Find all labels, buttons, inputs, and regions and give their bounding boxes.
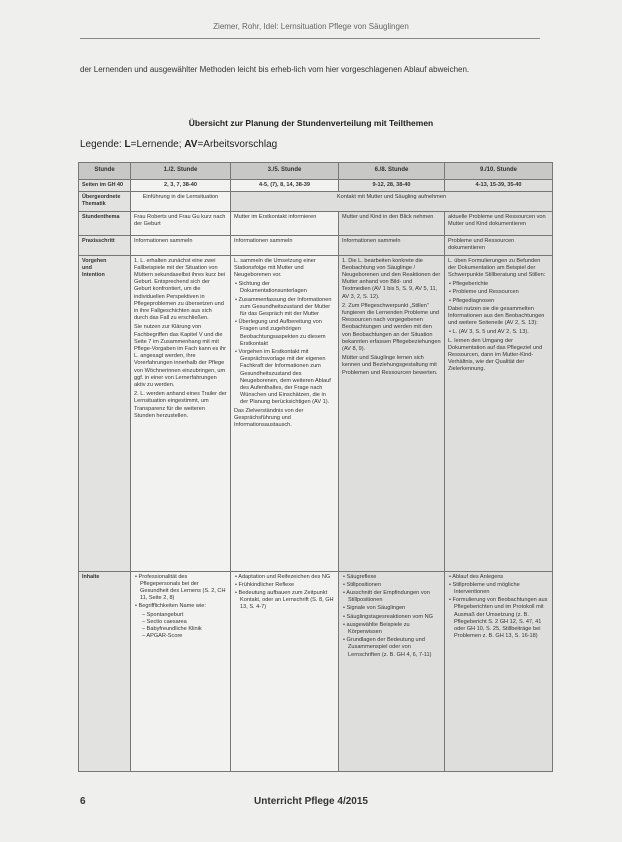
cell-uebergeordnet-1: Einführung in die Lernsituation [131, 192, 231, 211]
cell-inhalte-3 [339, 571, 445, 771]
legend [80, 139, 277, 150]
list-item: • Ausschnitt der Empfindungen von Stillpositionen [342, 590, 441, 604]
cell-vorgehen-3 [339, 255, 445, 571]
cell-inhalte-4 [445, 571, 553, 771]
row-label-vorgehen-c: Intention [82, 272, 105, 279]
list-item: • Säuglingstagesreaktionen vom NG [342, 614, 441, 621]
table-row-praxisschritt [79, 235, 553, 255]
cell-praxisschritt-1: Informationen sammeln [131, 235, 231, 255]
list-item: • Adaptation und Reifezeichen des NG [234, 574, 335, 581]
row-label-stundenthema: Stundenthema [79, 211, 131, 235]
cell-vorgehen-4 [445, 255, 553, 571]
list-item: • Formulierung von Beobachtungen aus Pflegeberichten und im Protokoll mit Ausmaß der Umsetzung (z. B. Pflegebericht S. 2 GH 12, S. 47, 41 oder GH 10, S. 25, Stillbeiträge bei Problemen z. B. GH 13, S. 16-18) [448, 597, 549, 640]
cell-inhalte-2 [231, 571, 339, 771]
inhalte-1-list [134, 574, 227, 611]
list-item: • Vorgehen im Erstkontakt mit Gesprächsvorlage mit der eigenen Fachkraft der Informationen zum Gesundheitszustand des Neugeborenen, dem weiteren Ablauf des Aufenthaltes, der Frage nach Wünschen und Einschätzen, die in der Planung berücksichtigen (AV 1). [234, 349, 335, 407]
table-row-seiten [79, 180, 553, 192]
cell-seiten-1: 2, 3, 7, 38-40 [131, 180, 231, 192]
list-item: • Überlegung und Aufbereitung von Fragen und zugehörigen Beobachtungsaspekten zu diesem Erstkontakt [234, 319, 335, 348]
row-label-seiten: Seiten im GH 40 [79, 180, 131, 192]
inhalte-2-list [234, 574, 335, 612]
header-stunde-3-5: 3./5. Stunde [231, 163, 339, 180]
list-item: • Probleme und Ressourcen [448, 289, 549, 296]
row-label-uebergeordnet: Übergeordnete Thematik [79, 192, 131, 211]
table-row-vorgehen [79, 255, 553, 571]
row-label-vorgehen [79, 255, 131, 571]
list-item: • Stillpositionen [342, 582, 441, 589]
cell-seiten-3: 9-12, 28, 38-40 [339, 180, 445, 192]
section-title: Übersicht zur Planung der Stundenverteilung mit Teilthemen [188, 118, 434, 128]
vorgehen-3-para: 1. Die L. bearbeiten konkrete die Beobachtung von Säuglinge / Neugeborenen und den Reaktionen der Mutter anhand von Bild- und Textmedien (AV 1 bis 5, S. 9, AV 5, 11, AV 3, 2, S. 12). [342, 257, 441, 300]
vorgehen-4-av-list [448, 329, 549, 336]
journal-footer: Unterricht Pflege 4/2015 [254, 796, 368, 807]
list-item: • Zusammenfassung der Informationen zum Gesundheitszustand der Mutter für das Gespräch mit der Mutter [234, 297, 335, 319]
cell-inhalte-1 [131, 571, 231, 771]
inhalte-4-list [448, 574, 549, 641]
header-rule [80, 38, 540, 39]
list-item: • Stillprobleme und mögliche Interventionen [448, 582, 549, 596]
running-header: Ziemer, Rohr, Idel: Lernsituation Pflege von Säuglingen [213, 22, 409, 31]
vorgehen-1-para: Sie nutzen zur Klärung von Fachbegriffen das Kapitel V und die Seite 7 im Zusammenhang mit mit Pflege-Vorgaben im Fach kann es ihr L. angesagt werden, ihre Vorerfahrungen innerhalb der Pflege von Wöchnerinnen einzubringen, um ggf. in einer von Lernerfahrungen aktiv zu werden. [134, 324, 227, 389]
list-item: – APGAR-Score [142, 633, 183, 640]
inhalte-1-sublist [134, 612, 227, 641]
list-item: • ausgewählte Beispiele zu Körperwissen [342, 622, 441, 636]
cell-vorgehen-2 [231, 255, 339, 571]
cell-stundenthema-3: Mutter und Kind in den Blick nehmen [339, 211, 445, 235]
row-label-inhalte: Inhalte [79, 571, 131, 771]
table-row-inhalte [79, 571, 553, 771]
row-label-vorgehen-a: Vorgehen [82, 257, 107, 264]
planning-table [78, 162, 553, 772]
vorgehen-4-middle: Dabei nutzen sie die gesammelten Informationen aus den Beobachtungen und weitere Seiteneile (AV 2, S. 13): [448, 305, 545, 327]
cell-seiten-2: 4-5, (7), 8, 14, 38-39 [231, 180, 339, 192]
vorgehen-4-outro: L. lernen den Umgang der Dokumentation auf das Pflegeziel und Ressourcen, dann im Mutter-Kind-Verhältnis, wie der Qualität der Zielerkennung. [448, 337, 543, 373]
header-stunde-9-10: 9./10. Stunde [445, 163, 553, 180]
list-item: – Sectio caesarea [142, 618, 187, 625]
list-item: – Babyfreundliche Klinik [142, 626, 202, 633]
cell-stundenthema-2: Mutter im Erstkontakt informieren [231, 211, 339, 235]
row-label-vorgehen-b: und [82, 264, 92, 271]
vorgehen-1-para: 2. L. werden anhand eines Trailer der Lernsituation eingestimmt, um Transparenz für die weiteren Stunden herzustellen. [134, 391, 227, 419]
list-item: • Signale von Säuglingen [342, 605, 441, 612]
legend-l-key: L [124, 139, 131, 150]
list-item: • Sichtung der Dokumentationsunterlagen [234, 281, 335, 295]
page-number: 6 [80, 796, 86, 807]
table-header-row [79, 163, 553, 180]
inhalte-3-list [342, 574, 441, 659]
list-item: • Grundlagen der Bedeutung und Zusammenspiel oder von Lernschriften (z. B. GH 4, 6, 7-11) [342, 637, 441, 659]
cell-praxisschritt-3: Informationen sammeln [339, 235, 445, 255]
list-item: • Professionalität des Pflegepersonals bei der Gesundheit des Lernens (S. 2, CH 11, Seite 2, 8) [134, 574, 227, 603]
vorgehen-4-list [448, 281, 549, 305]
cell-stundenthema-1: Frau Roberts und Frau Gu kurz nach der Geburt [131, 211, 231, 235]
cell-stundenthema-4: aktuelle Probleme und Ressourcen von Mutter und Kind dokumentieren [445, 211, 553, 235]
cell-vorgehen-1 [131, 255, 231, 571]
vorgehen-4-intro: L. üben Formulierungen zu Befunden der Dokumentation am Beispiel der Schwerpunkte Stillberatung und Stillen: [448, 257, 546, 279]
table-row-uebergeordnet [79, 192, 553, 211]
cell-praxisschritt-4: Probleme und Ressourcen dokumentieren [445, 235, 553, 255]
legend-prefix: Legende: [80, 139, 125, 150]
list-item: • Begrifflichkeiten Name wie: [134, 603, 227, 610]
cell-praxisschritt-2: Informationen sammeln [231, 235, 339, 255]
vorgehen-3-para: 2. Zum Pflegeschwerpunkt „Stillen“ fungieren die Lernenden Probleme und Ressourcen nach vorgegebenen Beobachtungen und werden mit den von Beobachtungen an der Situation bekannten erfassen Pflegebeziehungen (AV 8, 9). [342, 302, 441, 353]
list-item: – Spontangeburt [142, 611, 184, 618]
legend-av-key: AV [184, 139, 198, 150]
row-label-praxisschritt: Praxisschritt [79, 235, 131, 255]
legend-av-text: =Arbeitsvorschlag [197, 139, 278, 150]
list-item: • Ablauf des Anlegens [448, 574, 549, 581]
vorgehen-3-para: Mütter und Säuglinge lernen sich kennen und Beziehungsgestaltung mit Problemen und Ressourcen bewerten. [342, 355, 438, 376]
table-row-stundenthema [79, 211, 553, 235]
legend-l-text: =Lernende; [130, 139, 185, 150]
list-item: • Frühkindlicher Reflexe [234, 582, 335, 589]
list-item: • Pflegeberichte [448, 281, 549, 288]
header-stunde: Stunde [79, 163, 131, 180]
intro-paragraph: der Lernenden und ausgewählter Methoden leicht bis erheb-lich vom hier vorgeschlagenen Ablauf abweichen. [80, 65, 470, 74]
cell-seiten-4: 4-13, 15-39, 35-40 [445, 180, 553, 192]
header-stunde-6-8: 6./8. Stunde [339, 163, 445, 180]
vorgehen-2-list [234, 281, 335, 406]
list-item: • Bedeutung aufbauen zum Zeitpunkt Kontakt, oder an Lernschrift (S. 8, GH 13, S. 4-7) [234, 590, 335, 612]
list-item: • Säugreflexe [342, 574, 441, 581]
vorgehen-2-intro: L. sammeln die Umsetzung einer Stationsfolge mit Mutter und Neugeborenen vor. [234, 257, 316, 279]
list-item: • L. (AV 3, S. 5 und AV 2, S. 13). [448, 329, 549, 336]
vorgehen-1-para: 1. L. erhalten zunächst eine zwei Fallbeispiele mit der Situation von Müttern sekundaselbst ihres kurz bei Geburt. Entsprechend sich der Geburt konfrontiert, um die individuellen Perspektiven in Pflegeproblemen zu übersetzen und in ihre Fallgeschichten aus sich durch das Fall zu erschließen. [134, 257, 226, 322]
header-stunde-1-2: 1./2. Stunde [131, 163, 231, 180]
list-item: • Pflegediagnosen [448, 298, 549, 305]
cell-uebergeordnet-2-4: Kontakt mit Mutter und Säugling aufnehmen [231, 192, 553, 211]
vorgehen-2-outro: Das Zielverständnis von der Gesprächsführung und Informationsaustausch. [234, 407, 304, 429]
